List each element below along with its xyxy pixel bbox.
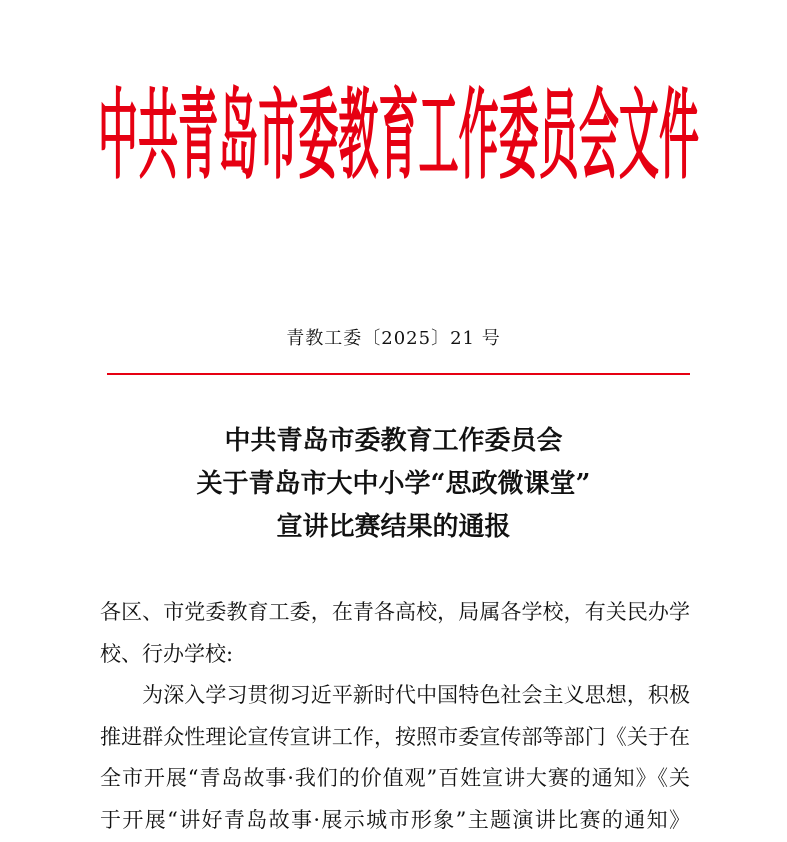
body-line: 校、行办学校:: [100, 641, 234, 666]
body-line: 各区、市党委教育工委，在青各高校，局属各学校，有关民办学: [100, 600, 690, 624]
document-title: [0, 420, 787, 549]
document-body: [100, 592, 690, 842]
body-line: 于开展“讲好青岛故事·展示城市形象”主题演讲比赛的通知》: [100, 807, 690, 832]
body-line: 为深入学习贯彻习近平新时代中国特色社会主义思想，积极: [100, 683, 690, 708]
title-line: 宣讲比赛结果的通报: [276, 512, 511, 542]
body-line: 全市开展“青岛故事·我们的价值观”百姓宣讲大赛的通知》《关: [100, 766, 690, 791]
red-divider: [107, 373, 690, 375]
body-line: 推进群众性理论宣传宣讲工作，按照市委宣传部等部门《关于在: [100, 724, 690, 749]
document-number: 青教工委〔2025〕21 号: [286, 328, 501, 349]
title-line: 关于青岛市大中小学“思政微课堂”: [196, 469, 591, 499]
title-line: 中共青岛市委教育工作委员会: [224, 426, 563, 456]
document-masthead: 中共青岛市委教育工作委员会文件: [98, 78, 698, 194]
